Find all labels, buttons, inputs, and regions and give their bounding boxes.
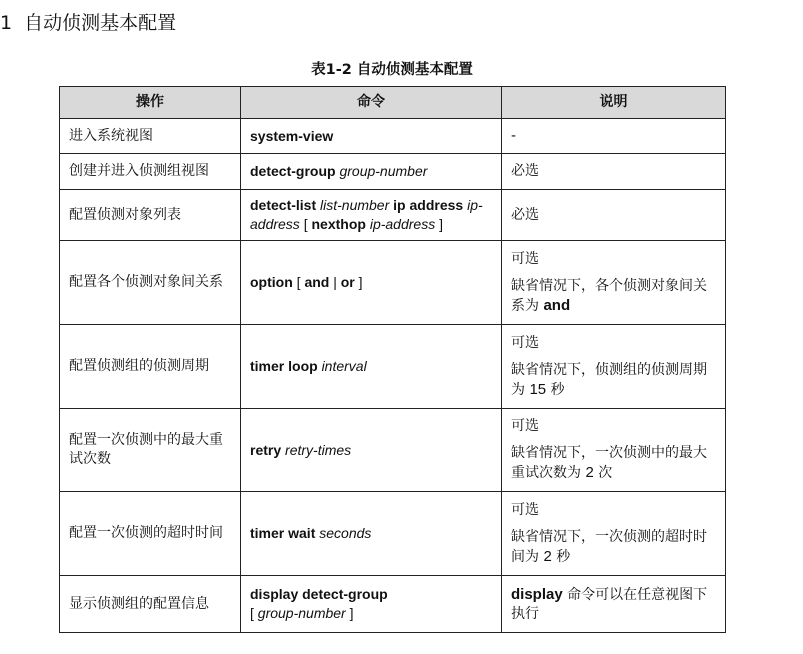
command-argument: retry-times — [285, 441, 352, 458]
description-cell — [502, 119, 726, 154]
operation-cell: 配置各个侦测对象间关系 — [60, 241, 241, 325]
description-line: 可选 — [511, 334, 539, 351]
command-cell — [241, 576, 502, 633]
description-line: 缺省情况下，一次侦测的超时时间为 2 秒 — [511, 528, 707, 565]
description-line: 可选 — [511, 501, 539, 518]
command-argument: group-number — [257, 605, 346, 621]
command-keyword: or — [340, 274, 355, 290]
command-argument: group-number — [339, 163, 428, 179]
operation-cell: 显示侦测组的配置信息 — [60, 576, 241, 633]
header-description: 说明 — [502, 87, 726, 119]
description-cell — [502, 154, 726, 190]
command-argument: seconds — [319, 525, 372, 541]
operation-cell: 配置一次侦测中的最大重试次数 — [60, 409, 241, 492]
command-keyword: ip address — [393, 197, 464, 213]
command-keyword: option — [250, 274, 293, 290]
command-keyword: detect-group — [250, 163, 336, 179]
command-cell — [241, 190, 502, 241]
command-keyword: display detect-group — [250, 586, 388, 602]
command-keyword: timer loop — [250, 358, 318, 374]
section-title: 自动侦测基本配置 — [24, 12, 177, 34]
description-cell — [502, 492, 726, 576]
description-cell — [502, 409, 726, 492]
description-line: display 命令可以在任意视图下执行 — [511, 585, 708, 622]
table-row — [60, 325, 726, 409]
command-keyword: timer wait — [250, 525, 316, 541]
operation-cell: 配置侦测对象列表 — [60, 190, 241, 241]
section-heading — [0, 10, 176, 36]
description-line: 缺省情况下，各个侦测对象间关系为 and — [511, 277, 707, 314]
command-cell — [241, 241, 502, 325]
operation-cell: 配置一次侦测的超时时间 — [60, 492, 241, 576]
command-argument: interval — [321, 358, 367, 374]
command-syntax: ] — [435, 216, 443, 232]
description-line: 必选 — [511, 206, 539, 223]
table-caption: 表1-2 自动侦测基本配置 — [311, 62, 473, 78]
command-cell — [241, 119, 502, 154]
header-command: 命令 — [241, 87, 502, 119]
operation-cell: 配置侦测组的侦测周期 — [60, 325, 241, 409]
table-row — [60, 190, 726, 241]
command-syntax: [ — [292, 274, 305, 290]
section-number: 1 — [0, 12, 13, 34]
table-row — [60, 154, 726, 190]
command-syntax: ] — [354, 274, 363, 290]
command-cell — [241, 325, 502, 409]
table-header-row — [60, 87, 726, 119]
description-line: 可选 — [511, 250, 539, 267]
description-line: 缺省情况下，侦测组的侦测周期为 15 秒 — [511, 361, 707, 398]
table-row — [60, 241, 726, 325]
command-keyword: nexthop — [311, 216, 366, 232]
description-line: 可选 — [511, 418, 539, 434]
description-line: 必选 — [511, 163, 539, 179]
description-cell — [502, 190, 726, 241]
table-row — [60, 576, 726, 633]
description-cell — [502, 325, 726, 409]
table-row — [60, 409, 726, 492]
command-cell — [241, 492, 502, 576]
command-argument: ip-address — [250, 197, 483, 232]
command-cell — [241, 154, 502, 190]
command-syntax: [ — [299, 216, 312, 232]
header-operation: 操作 — [60, 87, 241, 119]
description-line: 缺省情况下，一次侦测中的最大重试次数为 2 次 — [511, 445, 707, 481]
command-cell — [241, 409, 502, 492]
command-argument: list-number — [320, 197, 390, 213]
table-row — [60, 492, 726, 576]
command-syntax: ] — [345, 605, 354, 621]
description-cell — [502, 576, 726, 633]
description-line: - — [511, 127, 517, 144]
description-cell — [502, 241, 726, 325]
command-syntax: [ — [250, 605, 258, 621]
table-row — [60, 119, 726, 154]
command-syntax: | — [329, 274, 341, 290]
command-keyword: system-view — [250, 127, 334, 144]
operation-cell: 进入系统视图 — [60, 119, 241, 154]
command-keyword: retry — [250, 441, 282, 458]
command-argument: ip-address — [369, 216, 436, 232]
command-keyword: and — [304, 274, 330, 290]
operation-cell: 创建并进入侦测组视图 — [60, 154, 241, 190]
config-table — [59, 86, 726, 633]
command-keyword: detect-list — [250, 197, 317, 213]
